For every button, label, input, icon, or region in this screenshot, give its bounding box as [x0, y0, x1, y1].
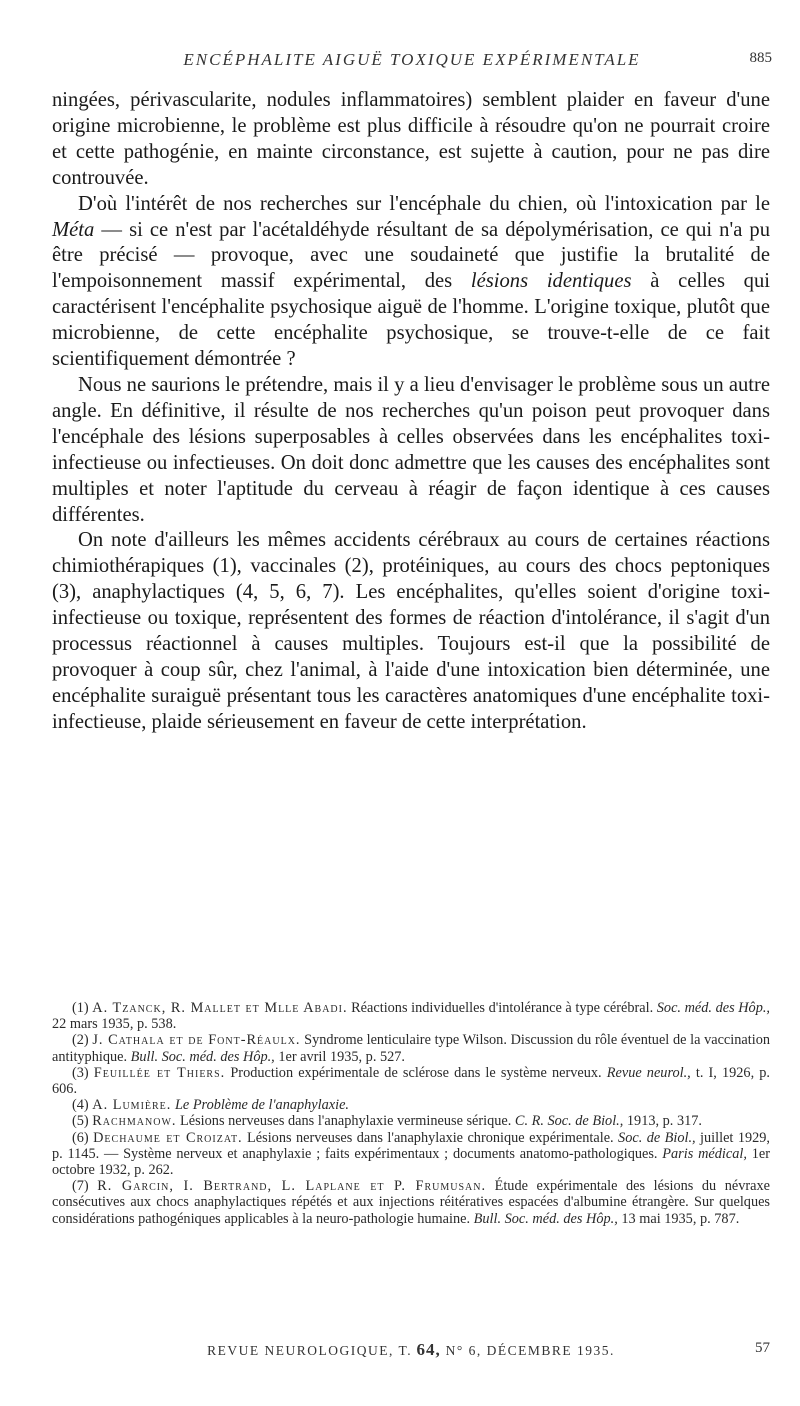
footnote-5	[52, 1113, 770, 1129]
footnote-text: Étude expérimentale des lésions du névraxe consécutives aux chocs anaphylactiques répétés et aux injections réitératives espacées d'albumine étrangère. Sur quelques considérations pathogéniques applicables à la neuro-pathologie humaine.	[52, 1178, 771, 1227]
footnote-authors: A. Lumière.	[92, 1097, 172, 1114]
paragraph-1: ningées, périvascularite, nodules inflammatoires) semblent plaider en faveur d'une origine microbienne, le problème est plus difficile à résoudre qu'on ne pourrait croire et cette pathogénie, en mainte circonstance, est sujette à caution, pour ne pas dire controuvée.	[52, 89, 770, 189]
footnote-7	[52, 1178, 770, 1227]
page-number: 885	[749, 50, 772, 66]
footnote-authors: J. Cathala et de Font-Réaulx.	[92, 1032, 301, 1049]
journal-name: REVUE NEUROLOGIQUE, T.	[207, 1343, 413, 1358]
footnote-citation: 22 mars 1935, p. 538.	[52, 1016, 177, 1033]
sheet-number: 57	[755, 1340, 770, 1356]
footnote-text: Lésions nerveuses dans l'anaphylaxie chronique expérimentale.	[242, 1129, 619, 1146]
footnote-number: (6)	[72, 1129, 94, 1146]
footnote-authors: Feuillée et Thiers.	[93, 1064, 226, 1081]
footnote-text: Lésions nerveuses dans l'anaphylaxie vermineuse sérique.	[176, 1113, 515, 1130]
footnote-6	[52, 1130, 770, 1179]
running-title: ENCÉPHALITE AIGUË TOXIQUE EXPÉRIMENTALE	[183, 50, 641, 69]
footnote-journal: C. R. Soc. de Biol.,	[514, 1113, 624, 1130]
page-footer	[52, 1340, 770, 1362]
main-text	[52, 88, 770, 736]
footnote-journal: Bull. Soc. méd. des Hôp.,	[473, 1210, 618, 1227]
italic-meta: Méta	[52, 218, 95, 241]
footnote-citation: juillet 1929, p. 1145. — Système nerveux et anaphylaxie ; faits expérimentaux ; documents anatomo-pathologiques.	[52, 1129, 770, 1162]
footnote-citation: t. I, 1926, p. 606.	[52, 1064, 770, 1098]
running-header	[52, 50, 772, 74]
paragraph-2-part-a: D'où l'intérêt de nos recherches sur l'encéphale du chien, où l'intoxication par le	[78, 192, 770, 215]
footnote-authors: Dechaume et Croizat.	[93, 1129, 243, 1146]
footnote-journal: Bull. Soc. méd. des Hôp.,	[130, 1048, 275, 1065]
footnote-citation: 1er avril 1935, p. 527.	[274, 1048, 406, 1065]
footnote-4	[52, 1097, 770, 1113]
paragraph-2	[52, 192, 770, 373]
paragraph-2-part-c: à celles qui caractérisent l'encéphalite psychosique aiguë de l'homme. L'origine toxique, plutôt que microbienne, de cette encéphalite psychosique, se trouve-t-elle de ce fait scientifiquement démontrée ?	[52, 270, 770, 371]
paragraph-2-part-b: — si ce n'est par l'acétaldéhyde résultant de sa dépolymérisation, ce qui n'a pu être précisé — provoque, avec une soudaineté que justifie la brutalité de l'empoisonnement massif expérimental, des	[52, 218, 770, 293]
footnote-number: (7)	[72, 1178, 98, 1195]
footnote-text: Réactions individuelles d'intolérance à type cérébral.	[347, 1000, 657, 1016]
footnote-number: (5)	[72, 1113, 93, 1130]
footnote-text: Syndrome lenticulaire type Wilson. Discussion du rôle éventuel de la vaccination antityphique.	[52, 1032, 770, 1065]
footnote-1	[52, 1000, 770, 1032]
footnote-journal: Le Problème de l'anaphylaxie.	[174, 1097, 349, 1114]
issue-date: N° 6, DÉCEMBRE 1935.	[440, 1343, 615, 1358]
footnote-journal: Soc. de Biol.,	[618, 1129, 696, 1146]
paragraph-4: On note d'ailleurs les mêmes accidents cérébraux au cours de certaines réactions chimiothérapiques (1), vaccinales (2), protéiniques, au cours des chocs peptoniques (3), anaphylactiques (4, 5, 6, 7). Les encéphalites, qu'elles soient d'origine toxi-infectieuse ou toxique, représentent des formes de réaction d'intolérance, il s'agit d'un processus réactionnel à causes multiples. Toujours est-il que la possibilité de provoquer à coup sûr, chez l'animal, à l'aide d'une intoxication bien déterminée, une encéphalite suraiguë présentant tous les caractères anatomiques d'une encéphalite toxi-infectieuse, plaide sérieusement en faveur de cette interprétation.	[52, 529, 770, 733]
footnote-citation: 1913, p. 317.	[623, 1113, 702, 1130]
footnote-journal-2: Paris médical,	[662, 1145, 747, 1162]
footnote-number: (3)	[72, 1064, 94, 1081]
italic-lesions-identiques: lésions identiques	[470, 270, 632, 293]
footnote-number: (2)	[72, 1032, 93, 1049]
footnote-citation: 13 mai 1935, p. 787.	[617, 1210, 740, 1227]
footnotes	[52, 1000, 770, 1227]
footnote-number: (4)	[72, 1097, 93, 1114]
footer-journal	[52, 1340, 770, 1360]
volume-number: 64,	[416, 1340, 441, 1359]
footnote-authors: A. Tzanck, R. Mallet et Mlle Abadi.	[92, 1000, 348, 1016]
footnote-text: Production expérimentale de sclérose dans le système nerveux.	[225, 1064, 607, 1081]
footnote-authors: R. Garcin, I. Bertrand, L. Laplane et P. Frumusan.	[97, 1178, 487, 1195]
footnote-3	[52, 1065, 770, 1097]
footnote-authors: Rachmanow.	[92, 1113, 177, 1130]
footnote-journal: Revue neurol.,	[606, 1064, 691, 1081]
footnote-number: (1)	[72, 1000, 93, 1016]
paragraph-3: Nous ne saurions le prétendre, mais il y a lieu d'envisager le problème sous un autre angle. En définitive, il résulte de nos recherches qu'un poison peut provoquer dans l'encéphale des lésions superposables à celles observées dans les encéphalites toxi-infectieuse ou infectieuses. On doit donc admettre que les causes des encéphalites sont multiples et noter l'aptitude du cerveau à réagir de façon identique à ces causes différentes.	[52, 373, 770, 526]
footnote-2	[52, 1032, 770, 1064]
footnote-citation-2: 1er octobre 1932, p. 262.	[52, 1145, 770, 1179]
footnote-journal: Soc. méd. des Hôp.,	[656, 1000, 770, 1016]
